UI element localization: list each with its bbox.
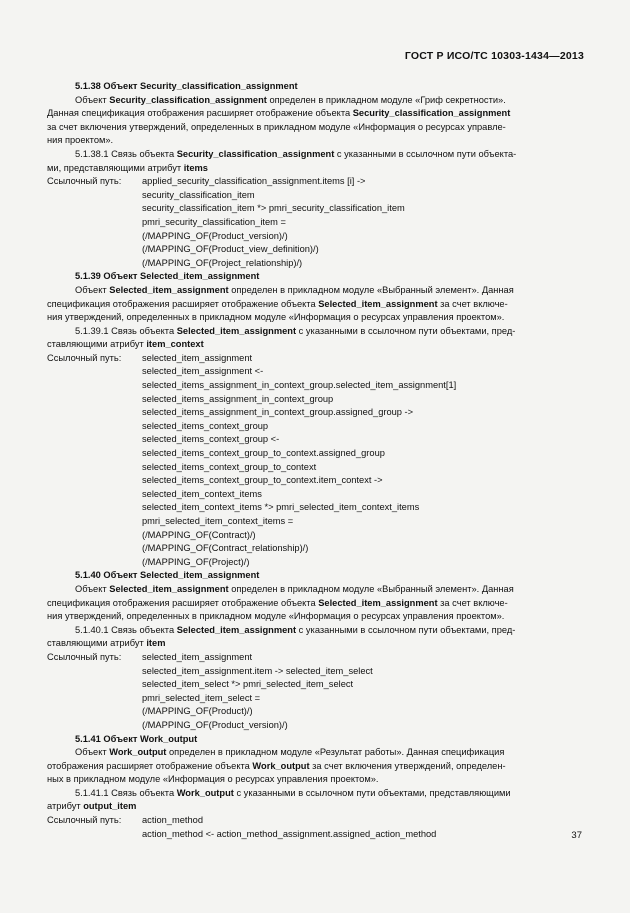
paragraph-line: Объект Security_classification_assignment определен в прикладном модуле «Гриф секретности». [75,94,506,105]
paragraph-line: отображения расширяет отображение объекта Work_output за счет включения утверждений, определен- [47,760,506,771]
reference-path-line: selected_item_select *> pmri_selected_item_select [142,679,354,690]
reference-path-line: selected_items_context_group [142,420,269,431]
reference-path-line: selected_items_assignment_in_context_group [142,393,334,404]
subsection-line: ставляющими атрибут item [47,638,166,649]
section-heading: 5.1.41 Объект Work_output [75,733,198,744]
reference-path-line: selected_item_assignment.item -> selected_item_select [142,665,373,676]
paragraph-line: ния утверждений, определенных в прикладном модуле «Информация о ресурсах управления проектом». [47,611,505,622]
paragraph-line: Данная спецификация отображения расширяет отображение объекта Security_classification_assignment [47,108,511,119]
subsection-line: 5.1.38.1 Связь объекта Security_classification_assignment с указанными в ссылочном пути объекта- [75,148,517,159]
reference-path-line: pmri_security_classification_item = [142,216,286,227]
reference-path-line: selected_item_context_items *> pmri_selected_item_context_items [142,502,420,513]
reference-path-line: (/MAPPING_OF(Product_version)/) [142,230,288,241]
reference-path-line: pmri_selected_item_select = [142,692,261,703]
reference-path-line: (/MAPPING_OF(Project_relationship)/) [142,257,303,268]
path-label: Ссылочный путь: [47,651,122,662]
paragraph-line: Объект Selected_item_assignment определен в прикладном модуле «Выбранный элемент». Данная [75,284,514,295]
page-content [47,80,585,841]
reference-path-line: (/MAPPING_OF(Contract)/) [142,529,256,540]
reference-path-line: pmri_selected_item_context_items = [142,516,294,526]
reference-path-line: (/MAPPING_OF(Contract_relationship)/) [142,543,309,554]
paragraph-line: Объект Work_output определен в прикладном модуле «Результат работы». Данная спецификация [75,747,505,758]
path-label: Ссылочный путь: [47,176,122,187]
subsection-line: атрибут output_item [47,801,137,812]
reference-path-line: Ссылочный путь: selected_item_assignment [47,352,585,366]
section-heading: 5.1.40 Объект Selected_item_assignment [75,570,260,581]
reference-path-line: Ссылочный путь: applied_security_classification_assignment.items [i] -> [47,175,585,189]
reference-path-line: action_method <- action_method_assignment.assigned_action_method [142,828,437,839]
reference-path-line: (/MAPPING_OF(Product)/) [142,706,253,717]
reference-path-line: selected_item_assignment <- [142,366,264,377]
reference-path-line: (/MAPPING_OF(Product_version)/) [142,719,288,730]
reference-path-line: security_classification_item [142,189,255,200]
paragraph-line: ных в прикладном модуле «Информация о ресурсах управления проектом». [47,774,379,785]
section-heading: 5.1.39 Объект Selected_item_assignment [75,271,260,282]
reference-path-line: security_classification_item *> pmri_security_classification_item [142,203,405,214]
subsection-line: 5.1.41.1 Связь объекта Work_output с указанными в ссылочном пути объектами, представляющими [75,787,511,798]
reference-path-line: selected_items_context_group <- [142,434,280,445]
path-label: Ссылочный путь: [47,352,122,363]
paragraph-line: спецификация отображения расширяет отображение объекта Selected_item_assignment за счет включе- [47,597,508,608]
reference-path-line: selected_items_assignment_in_context_group.assigned_group -> [142,407,414,418]
reference-path-line: selected_items_context_group_to_context.assigned_group [142,448,385,459]
page-number: 37 [571,830,582,841]
reference-path-line: (/MAPPING_OF(Project)/) [142,556,250,567]
paragraph-line: Объект Selected_item_assignment определен в прикладном модуле «Выбранный элемент». Данная [75,583,514,594]
reference-path-line: Ссылочный путь: selected_item_assignment [47,651,585,665]
paragraph-line: спецификация отображения расширяет отображение объекта Selected_item_assignment за счет включе- [47,298,508,309]
reference-path-line: selected_items_assignment_in_context_group.selected_item_assignment[1] [142,380,457,391]
subsection-line: ми, представляющими атрибут items [47,162,208,173]
section-heading: 5.1.38 Объект Security_classification_assignment [75,81,298,91]
reference-path-line: selected_item_context_items [142,488,262,499]
page-header: ГОСТ Р ИСО/ТС 10303-1434—2013 [404,50,584,62]
path-label: Ссылочный путь: [47,815,122,826]
paragraph-line: ния утверждений, определенных в прикладном модуле «Информация о ресурсах управления проектом». [47,312,505,323]
subsection-line: 5.1.40.1 Связь объекта Selected_item_assignment с указанными в ссылочном пути объектами, пред- [75,624,516,635]
paragraph-line: ния проектом». [47,135,114,146]
reference-path-line: (/MAPPING_OF(Product_view_definition)/) [142,244,319,255]
subsection-line: ставляющими атрибут item_context [47,339,204,350]
subsection-line: 5.1.39.1 Связь объекта Selected_item_assignment с указанными в ссылочном пути объектами, пред- [75,325,516,336]
paragraph-line: за счет включения утверждений, определенных в прикладном модуле «Информация о ресурсах управле- [47,121,506,132]
reference-path-line: selected_items_context_group_to_context [142,461,317,472]
reference-path-line: selected_items_context_group_to_context.item_context -> [142,475,383,486]
reference-path-line: Ссылочный путь: action_method [47,814,585,828]
